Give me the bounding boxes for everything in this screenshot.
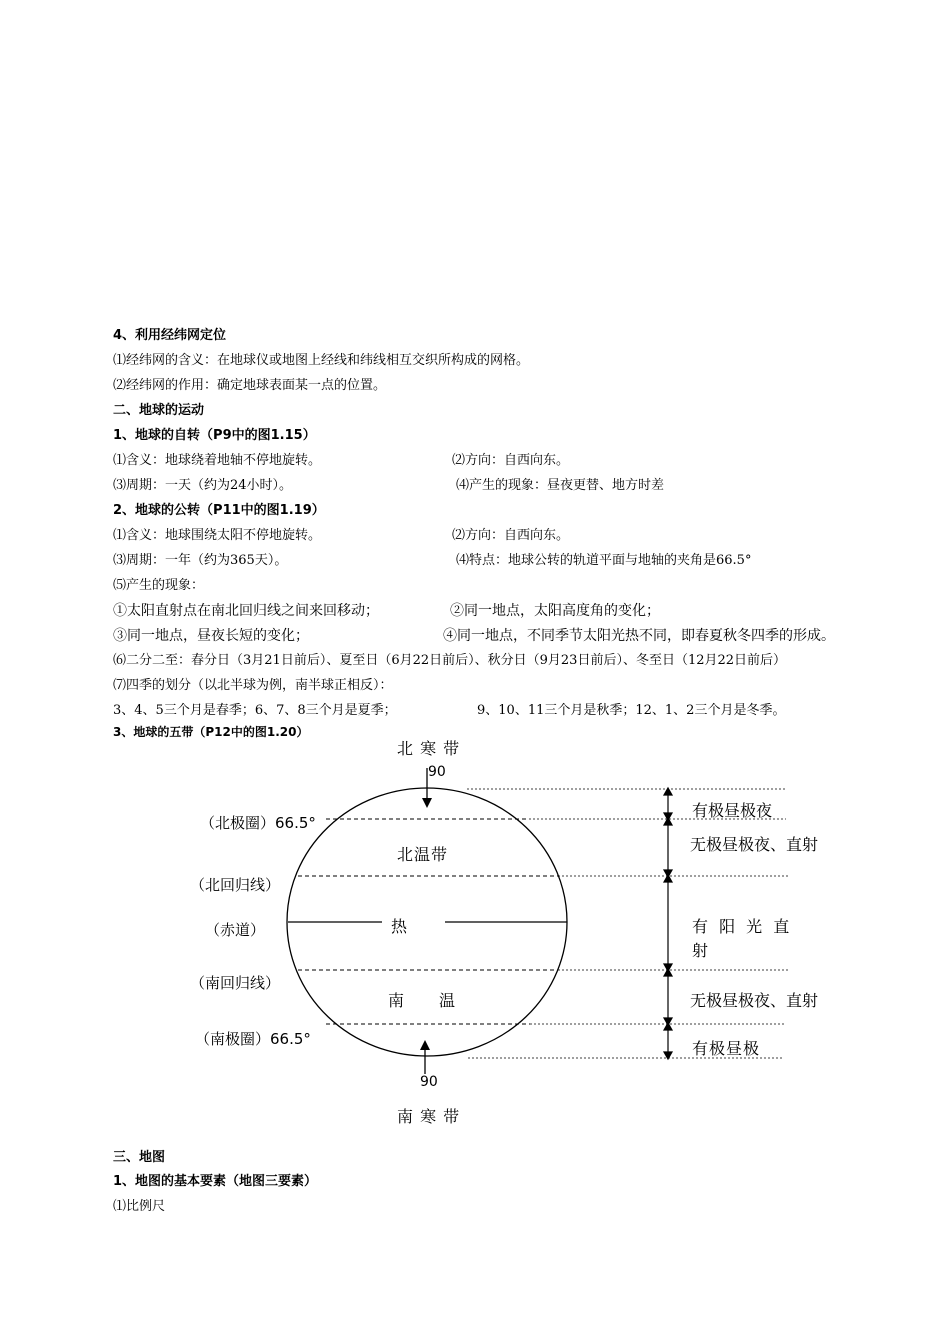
bottom-arrow-head bbox=[420, 1040, 430, 1050]
paragraph: ⑹二分二至：春分日（3月21日前后）、夏至日（6月22日前后）、秋分日（9月23日前后）、冬至日（12月22日前后） bbox=[113, 653, 787, 668]
paragraph: 9、10、11三个月是秋季；12、1、2三个月是冬季。 bbox=[477, 703, 786, 718]
paragraph: ⑸产生的现象： bbox=[113, 578, 205, 593]
chapter-title: 二、地球的运动 bbox=[113, 403, 205, 418]
south-temperate-label: 南 温 bbox=[388, 991, 457, 1010]
paragraph: ⑺四季的划分（以北半球为例，南半球正相反）： bbox=[113, 678, 393, 693]
list-item: ①太阳直射点在南北回归线之间来回移动； bbox=[113, 603, 379, 619]
section-title: 2、地球的公转（P11中的图1.19） bbox=[113, 503, 325, 518]
right-label-temperate-south: 无极昼极夜、直射 bbox=[690, 991, 819, 1010]
paragraph: 3、4、5三个月是春季；6、7、8三个月是夏季； bbox=[113, 703, 397, 718]
tropical-zone-label: 热 bbox=[391, 917, 409, 936]
section-title: 1、地图的基本要素（地图三要素） bbox=[113, 1174, 318, 1189]
section-title: 4、利用经纬网定位 bbox=[113, 328, 227, 343]
paragraph: ⑶周期：一天（约为24小时）。 bbox=[113, 478, 293, 493]
paragraph: ⑶周期：一年（约为365天）。 bbox=[113, 553, 288, 568]
paragraph: ⑴含义：地球围绕太阳不停地旋转。 bbox=[113, 528, 322, 543]
paragraph: ⑴含义：地球绕着地轴不停地旋转。 bbox=[113, 453, 322, 468]
right-label-tropical-clip bbox=[692, 938, 752, 960]
top-arrow-head bbox=[422, 798, 432, 808]
right-label-tropical-line2: 射 bbox=[692, 941, 709, 960]
section-title: 3、地球的五带（P12中的图1.20） bbox=[113, 725, 309, 739]
paragraph: ⑴经纬网的含义：在地球仪或地图上经线和纬线相互交织所构成的网格。 bbox=[113, 353, 530, 368]
paragraph: ⑵方向：自西向东。 bbox=[452, 453, 570, 468]
equator-label: （赤道） bbox=[205, 921, 266, 939]
list-item: ②同一地点，太阳高度角的变化； bbox=[450, 603, 660, 619]
bracket-arrows bbox=[664, 788, 672, 1059]
north-temperate-label: 北温带 bbox=[397, 845, 449, 864]
right-label-polar-south: 有极昼极 bbox=[692, 1039, 761, 1058]
paragraph: ⑵方向：自西向东。 bbox=[452, 528, 570, 543]
south-cold-zone-label: 南 寒 带 bbox=[397, 1107, 461, 1126]
tropic-cancer-label: （北回归线） bbox=[190, 876, 281, 894]
paragraph: ⑵经纬网的作用：确定地球表面某一点的位置。 bbox=[113, 378, 387, 393]
arctic-circle-label: （北极圈）66.5° bbox=[200, 814, 316, 832]
list-item: ③同一地点，昼夜长短的变化； bbox=[113, 628, 309, 644]
chapter-title: 三、地图 bbox=[113, 1150, 166, 1165]
right-label-temperate-north: 无极昼极夜、直射 bbox=[690, 835, 819, 854]
list-item: ④同一地点，不同季节太阳光热不同，即春夏秋冬四季的形成。 bbox=[443, 628, 835, 644]
top-degree-label: 90 bbox=[428, 764, 446, 780]
paragraph: ⑷特点：地球公转的轨道平面与地轴的夹角是66.5° bbox=[456, 553, 752, 568]
section-title: 1、地球的自转（P9中的图1.15） bbox=[113, 428, 316, 443]
paragraph: ⑴比例尺 bbox=[113, 1199, 166, 1214]
right-label-polar-north: 有极昼极夜 bbox=[692, 801, 773, 820]
north-cold-zone-label: 北 寒 带 bbox=[397, 739, 461, 758]
paragraph: ⑷产生的现象：昼夜更替、地方时差 bbox=[456, 478, 665, 493]
tropic-capricorn-label: （南回归线） bbox=[190, 974, 281, 992]
right-label-tropical: 有 阳 光 直 bbox=[692, 917, 793, 936]
bottom-degree-label: 90 bbox=[420, 1074, 438, 1090]
antarctic-circle-label: （南极圈）66.5° bbox=[195, 1030, 311, 1048]
